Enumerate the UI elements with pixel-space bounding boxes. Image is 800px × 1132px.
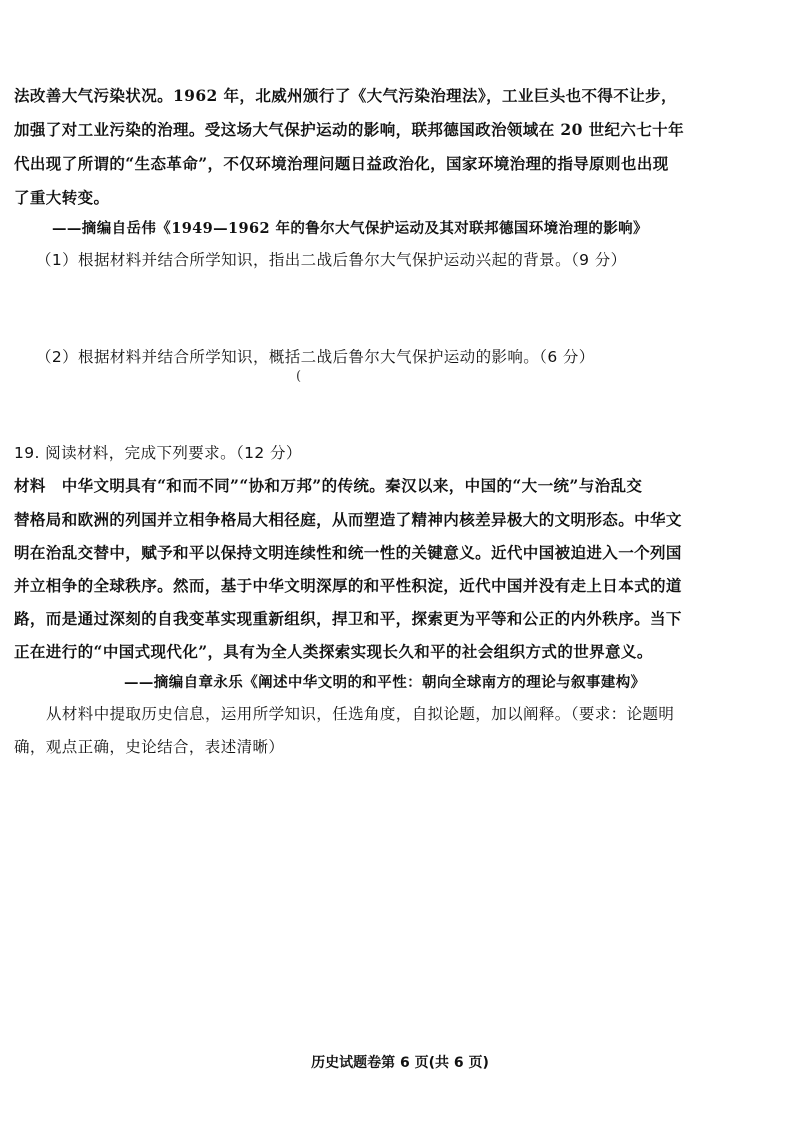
stray-mark: ( (296, 369, 302, 384)
material-18-line-1: 法改善大气污染状况。1962 年，北威州颁行了《大气污染治理法》，工业巨头也不得不让步， (14, 86, 677, 105)
page-footer: 历史试题卷第 6 页(共 6 页) (311, 1055, 489, 1071)
material-19-line-2: 替格局和欧洲的列国并立相争格局大相径庭，从而塑造了精神内核差异极大的文明形态。中华文 (14, 510, 682, 529)
material-19-source: ——摘编自章永乐《阐述中华文明的和平性：朝向全球南方的理论与叙事建构》 (124, 674, 646, 691)
question-18-2: （2）根据材料并结合所学知识，概括二战后鲁尔大气保护运动的影响。（6 分） (36, 348, 595, 366)
material-18-source: ——摘编自岳伟《1949—1962 年的鲁尔大气保护运动及其对联邦德国环境治理的影响》 (52, 220, 648, 237)
material-19-line-4: 并立相争的全球秩序。然而，基于中华文明深厚的和平性积淀，近代中国并没有走上日本式的道 (14, 576, 682, 595)
material-18-line-3: 代出现了所谓的“生态革命”，不仅环境治理问题日益政治化，国家环境治理的指导原则也出现 (14, 154, 669, 173)
material-19-line-5: 路，而是通过深刻的自我变革实现重新组织，捍卫和平，探索更为平等和公正的内外秩序。当下 (14, 609, 682, 628)
material-19-line-1: 材料 中华文明具有“和而不同”“协和万邦”的传统。秦汉以来，中国的“大一统”与治乱交 (14, 476, 643, 495)
material-18-line-4: 了重大转变。 (14, 188, 110, 207)
material-19-line-6: 正在进行的“中国式现代化”，具有为全人类探索实现长久和平的社会组织方式的世界意义。 (14, 642, 653, 661)
material-19-line-3: 明在治乱交替中，赋予和平以保持文明连续性和统一性的关键意义。近代中国被迫进入一个列国 (14, 543, 682, 562)
question-18-1: （1）根据材料并结合所学知识，指出二战后鲁尔大气保护运动兴起的背景。（9 分） (36, 251, 627, 269)
question-19-task-line-2: 确，观点正确，史论结合，表述清晰） (14, 738, 285, 756)
question-19-task-line-1: 从材料中提取历史信息，运用所学知识，任选角度，自拟论题，加以阐释。（要求：论题明 (46, 705, 675, 723)
material-18-line-2: 加强了对工业污染的治理。受这场大气保护运动的影响，联邦德国政治领域在 20 世纪六七十年 (14, 120, 684, 139)
question-19-heading: 19. 阅读材料，完成下列要求。（12 分） (14, 444, 302, 462)
